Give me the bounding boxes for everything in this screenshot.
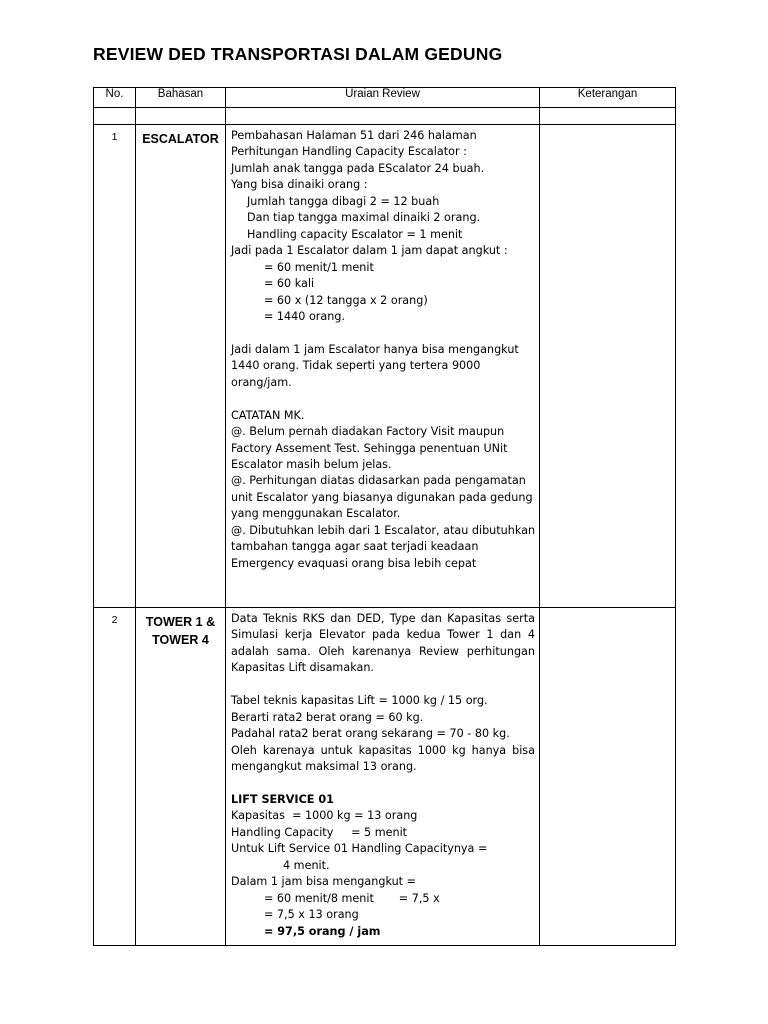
text-line: Perhitungan Handling Capacity Escalator : [231,145,467,159]
text-line: Jadi pada 1 Escalator dalam 1 jam dapat angkut : [231,244,508,258]
row-remarks [540,125,676,608]
row-number: 2 [94,608,136,946]
header-keterangan: Keterangan [540,88,676,108]
row-topic [136,125,226,608]
text-line: = 60 x (12 tangga x 2 orang) [264,293,428,307]
text-line: = 60 menit/1 menit [264,260,374,274]
text-line: = 1440 orang. [264,309,346,323]
text-line: Yang bisa dinaiki orang : [231,178,368,192]
table-row [94,608,676,946]
text-line: = 7,5 x 13 orang [264,908,359,922]
header-uraian-review: Uraian Review [226,88,540,108]
text-line: Emergency evaquasi orang bisa lebih cepat [231,556,477,570]
text-line: Jumlah tangga dibagi 2 = 12 buah [247,194,440,208]
text-line: Berarti rata2 berat orang = 60 kg. [231,710,424,724]
text-line: @. Dibutuhkan lebih dari 1 Escalator, atau dibutuhkan [231,523,536,537]
text-line: Pembahasan Halaman 51 dari 246 halaman [231,129,477,142]
text-line: tambahan tangga agar saat terjadi keadaan [231,540,479,554]
text-line: Dalam 1 jam bisa mengangkut = [231,875,416,889]
row-number: 1 [94,125,136,608]
text-line: Factory Assement Test. Sehingga penentuan UNit [231,441,508,455]
text-paragraph: Data Teknis RKS dan DED, Type dan Kapasitas serta Simulasi kerja Elevator pada kedua Tower 1 dan 4 adalah sama. Oleh karenanya Review perhitungan Kapasitas Lift disamakan. [231,612,535,675]
text-line: unit Escalator yang biasanya digunakan pada gedung [231,490,533,504]
text-line: Handling capacity Escalator = 1 menit [247,227,463,241]
document-title: REVIEW DED TRANSPORTASI DALAM GEDUNG [93,44,503,64]
topic-line: TOWER 1 & [145,615,216,629]
text-line: 1440 orang. Tidak seperti yang tertera 9000 [231,359,481,373]
table-row [94,125,676,608]
text-line: 4 menit. [283,858,330,872]
text-line: Untuk Lift Service 01 Handling Capacitynya = [231,842,488,856]
text-line: Jadi dalam 1 jam Escalator hanya bisa mengangkut [231,342,519,356]
notes-heading: CATATAN MK. [231,408,305,422]
header-no: No. [94,88,136,108]
text-line: Escalator masih belum jelas. [231,458,392,472]
topic-line: TOWER 4 [152,633,209,647]
text-line: @. Perhitungan diatas didasarkan pada pengamatan [231,474,526,488]
text-line: orang/jam. [231,375,292,389]
section-heading: LIFT SERVICE 01 [231,792,334,806]
text-paragraph: Oleh karenaya untuk kapasitas 1000 kg hanya bisa mengangkut maksimal 13 orang. [231,743,535,774]
text-line: @. Belum pernah diadakan Factory Visit maupun [231,425,505,439]
text-line: Tabel teknis kapasitas Lift = 1000 kg / 15 org. [231,694,488,708]
row-review-text [226,125,540,608]
text-line: = 60 menit/8 menit = 7,5 x [264,891,440,905]
topic-line: ESCALATOR [142,132,219,146]
table-header-row [94,88,676,108]
text-line: = 97,5 orang / jam [264,924,381,938]
header-bahasan: Bahasan [136,88,226,108]
text-line: yang menggunakan Escalator. [231,507,401,521]
review-table [93,87,676,946]
text-line: = 60 kali [264,277,315,291]
row-review-text [226,608,540,946]
row-remarks [540,608,676,946]
table-spacer-row [94,108,676,125]
text-line: Kapasitas = 1000 kg = 13 orang [231,809,418,823]
row-topic [136,608,226,946]
text-line: Dan tiap tangga maximal dinaiki 2 orang. [247,211,481,225]
text-line: Jumlah anak tangga pada EScalator 24 buah. [231,161,485,175]
text-line: Handling Capacity = 5 menit [231,825,408,839]
text-line: Padahal rata2 berat orang sekarang = 70 - 80 kg. [231,727,510,741]
